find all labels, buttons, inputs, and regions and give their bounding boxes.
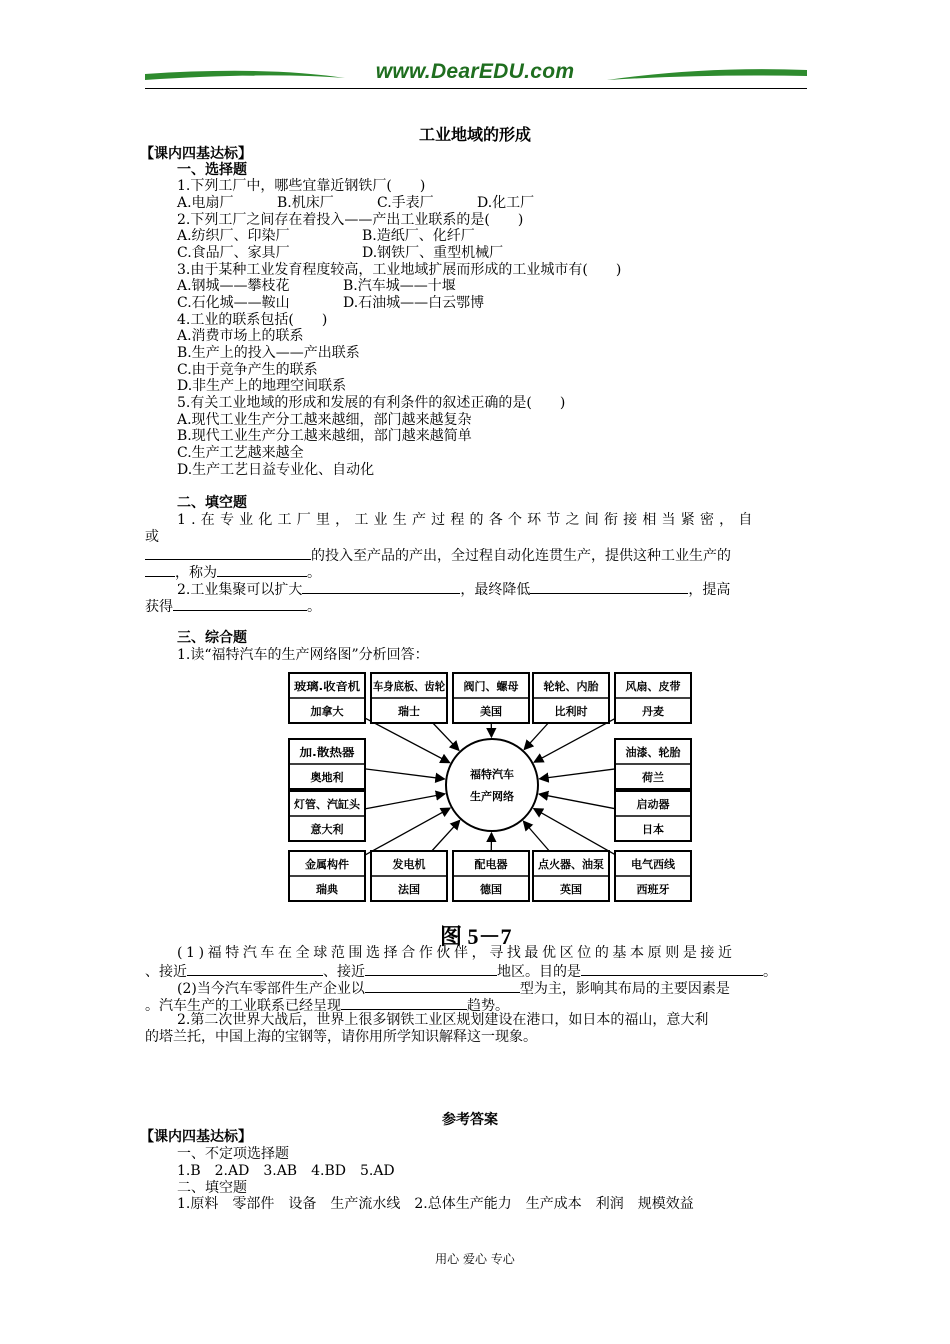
q1-stem: 1.下列工厂中，哪些宜靠近钢铁厂( ) xyxy=(177,178,426,194)
node-country-label: 英国 xyxy=(560,883,582,896)
fill-q2-line2 xyxy=(145,597,321,616)
network-node xyxy=(289,739,365,789)
fill-q1-line2: 或 xyxy=(145,529,159,545)
network-node xyxy=(289,851,365,901)
answers-part2-line: 1.原料 零部件 设备 生产流水线 2.总体生产能力 生产成本 利润 规模效益 xyxy=(177,1196,694,1212)
node-country-label: 丹麦 xyxy=(642,705,664,718)
section-tag: 【课内四基达标】 xyxy=(140,146,252,162)
fill-q1-blank-3[interactable] xyxy=(217,563,307,577)
network-node xyxy=(289,791,365,841)
q1-option-b: B.机床厂 xyxy=(277,195,334,211)
network-node xyxy=(615,673,691,723)
node-part-label: 金属构件 xyxy=(305,858,349,871)
figure-caption: 图 5－7 xyxy=(440,924,512,949)
page-title: 工业地域的形成 xyxy=(418,125,531,144)
q4-option-a: A.消费市场上的联系 xyxy=(177,328,304,344)
node-country-label: 荷兰 xyxy=(642,771,664,784)
node-part-label: 车身底板、齿轮 xyxy=(373,680,450,693)
comp-sub1-line1: (1)福特汽车在全球范围选择合作伙伴，寻找最优区位的基本原则是接近 xyxy=(177,945,736,961)
node-part-label: 轮轮、内胎 xyxy=(543,680,599,693)
q3-option-a: A.钢城——攀枝花 xyxy=(177,278,290,294)
comp-sub1-text-5: 。 xyxy=(763,964,777,980)
network-arrow xyxy=(365,794,445,809)
fill-q2-text-2: ，最终降低 xyxy=(460,582,531,598)
fill-q1-line1: 1.在专业化工厂里，工业生产过程的各个环节之间衔接相当紧密，自 xyxy=(177,512,758,528)
node-country-label: 德国 xyxy=(480,883,502,896)
node-part-label: 电气西线 xyxy=(631,858,675,871)
network-node xyxy=(453,851,529,901)
q2-option-d: D.钢铁厂、重型机械厂 xyxy=(362,245,504,261)
comp-sub1-blank-2[interactable] xyxy=(365,962,497,976)
network-arrow xyxy=(365,718,450,763)
node-country-label: 比利时 xyxy=(554,705,588,718)
comp-sub1-blank-1[interactable] xyxy=(187,962,323,976)
network-node xyxy=(615,739,691,789)
node-country-label: 美国 xyxy=(480,705,502,718)
fill-q1-text-4: ，称为 xyxy=(175,565,217,581)
comp-sub2-blank-2[interactable] xyxy=(341,996,467,1010)
q1-option-a: A.电扇厂 xyxy=(177,195,234,211)
q4-option-d: D.非生产上的地理空间联系 xyxy=(177,378,347,394)
q4-option-c: C.由于竞争产生的联系 xyxy=(177,362,318,378)
network-arrow xyxy=(432,820,460,851)
fill-q1-text-3: 的投入至产品的产出，全过程自动化连贯生产，提供这种工业生产的 xyxy=(311,548,731,564)
node-country-label: 加拿大 xyxy=(310,705,344,718)
node-part-label: 风扇、皮带 xyxy=(625,680,681,693)
node-part-label: 灯管、汽缸头 xyxy=(294,798,360,811)
comp-sub2-text-2: 型为主，影响其布局的主要因素是 xyxy=(519,981,730,997)
answers-part1-heading: 一、不定项选择题 xyxy=(177,1146,289,1162)
network-arrow xyxy=(524,723,548,749)
network-node xyxy=(615,851,691,901)
comp-sub1-text-2: 、接近 xyxy=(145,964,187,980)
fill-q2-blank-1[interactable] xyxy=(302,580,460,594)
network-node xyxy=(453,673,529,723)
network-arrow xyxy=(365,769,444,779)
q5-stem: 5.有关工业地域的形成和发展的有利条件的叙述正确的是( ) xyxy=(177,395,566,411)
node-part-label: 玻璃.收音机 xyxy=(294,680,354,693)
q2-option-b: B.造纸厂、化纤厂 xyxy=(362,228,475,244)
q2-stem: 2.下列工厂之间存在着投入——产出工业联系的是( ) xyxy=(177,212,524,228)
node-part-label: 点火器、油泵 xyxy=(538,858,604,871)
q2-options-row1 xyxy=(177,228,475,245)
node-part-label: 阀门、螺母 xyxy=(463,680,519,693)
network-node xyxy=(371,673,450,723)
fill-q2-text-1: 2.工业集聚可以扩大 xyxy=(177,582,303,598)
center-hub xyxy=(446,739,538,831)
node-country-label: 奥地利 xyxy=(310,771,344,784)
fill-q2-text-4: 获得 xyxy=(145,599,173,615)
q3-option-c: C.石化城——鞍山 xyxy=(177,295,290,311)
network-arrow xyxy=(433,723,459,750)
network-arrow xyxy=(365,808,450,855)
q3-options-row1 xyxy=(177,278,456,295)
q2-option-a: A.纺织厂、印染厂 xyxy=(177,228,290,244)
q3-options-row2 xyxy=(177,295,484,312)
right-swoosh xyxy=(607,69,807,80)
comp-sub1-blank-3[interactable] xyxy=(581,962,763,976)
node-country-label: 意大利 xyxy=(310,823,344,836)
answers-part1-line: 1.B 2.AD 3.AB 4.BD 5.AD xyxy=(177,1163,395,1179)
node-part-label: 启动器 xyxy=(636,798,670,811)
node-part-label: 加.散热器 xyxy=(299,746,348,759)
choice-heading: 一、选择题 xyxy=(177,162,247,178)
fill-q1-blank-2[interactable] xyxy=(145,563,175,577)
network-node xyxy=(533,673,609,723)
page-footer: 用心 爱心 专心 xyxy=(435,1252,515,1266)
fill-q2-text-5: 。 xyxy=(307,599,321,615)
network-arrow xyxy=(540,769,615,779)
fill-q2-blank-3[interactable] xyxy=(173,597,307,611)
answers-section-tag: 【课内四基达标】 xyxy=(140,1129,252,1145)
left-swoosh xyxy=(145,71,345,80)
ford-production-network-diagram xyxy=(288,672,692,902)
q5-option-b: B.现代工业生产分工越来越细，部门越来越简单 xyxy=(177,428,472,444)
q3-option-d: D.石油城——白云鄂博 xyxy=(343,295,485,311)
comp-q2-line2: 的塔兰托，中国上海的宝钢等，请你用所学知识解释这一现象。 xyxy=(145,1029,537,1045)
center-label-1: 福特汽车 xyxy=(470,768,514,781)
node-country-label: 瑞典 xyxy=(316,883,338,896)
site-logo[interactable]: www.DearEDU.com xyxy=(375,60,575,83)
network-node xyxy=(533,851,609,901)
q2-options-row2 xyxy=(177,245,503,262)
node-part-label: 发电机 xyxy=(392,858,426,871)
network-node xyxy=(371,851,447,901)
fill-q1-text-5: 。 xyxy=(307,565,321,581)
node-country-label: 日本 xyxy=(642,823,664,836)
q1-options xyxy=(177,195,534,212)
q3-stem: 3.由于某种工业发育程度较高，工业地域扩展而形成的工业城市有( ) xyxy=(177,262,622,278)
comp-sub2-text-3: 。汽车生产的工业联系已经呈现 xyxy=(145,998,341,1014)
node-part-label: 油漆、轮胎 xyxy=(625,746,681,759)
comp-sub2-text-4: 趋势。 xyxy=(467,998,509,1014)
comp-q2-line1: 2.第二次世界大战后，世界上很多钢铁工业区规划建设在港口，如日本的福山，意大利 xyxy=(177,1012,709,1028)
node-country-label: 西班牙 xyxy=(636,883,670,896)
q4-stem: 4.工业的联系包括( ) xyxy=(177,312,328,328)
fill-q2-text-3: ，提高 xyxy=(688,582,731,598)
fill-heading: 二、填空题 xyxy=(177,495,247,511)
fill-q2-blank-2[interactable] xyxy=(530,580,688,594)
q5-option-d: D.生产工艺日益专业化、自动化 xyxy=(177,462,375,478)
q5-option-a: A.现代工业生产分工越来越细，部门越来越复杂 xyxy=(177,412,472,428)
q5-option-c: C.生产工艺越来越全 xyxy=(177,445,304,461)
q1-option-d: D.化工厂 xyxy=(477,195,535,211)
comp-q1-intro: 1.读“福特汽车的生产网络图”分析回答： xyxy=(177,647,429,663)
q2-option-c: C.食品厂、家具厂 xyxy=(177,245,290,261)
q1-option-c: C.手表厂 xyxy=(377,195,434,211)
answers-heading: 参考答案 xyxy=(442,1112,498,1128)
comp-sub2-text-1: (2)当今汽车零部件生产企业以 xyxy=(177,981,365,997)
fill-q1-blank-1[interactable] xyxy=(145,546,311,560)
node-part-label: 配电器 xyxy=(474,858,508,871)
network-node xyxy=(289,673,365,723)
comp-sub2-blank-1[interactable] xyxy=(365,979,520,993)
center-label-2: 生产网络 xyxy=(470,790,514,803)
comprehensive-heading: 三、综合题 xyxy=(177,630,247,646)
node-country-label: 瑞士 xyxy=(398,705,420,718)
q4-option-b: B.生产上的投入——产出联系 xyxy=(177,345,360,361)
node-country-label: 法国 xyxy=(398,883,420,896)
header-rule xyxy=(145,88,807,89)
network-node xyxy=(615,791,691,841)
comp-sub1-text-3: 、接近 xyxy=(323,964,365,980)
answers-part2-heading: 二、填空题 xyxy=(177,1180,247,1196)
q3-option-b: B.汽车城——十堰 xyxy=(343,278,456,294)
network-arrow xyxy=(523,821,549,851)
network-arrow xyxy=(539,794,615,809)
comp-sub1-text-4: 地区。目的是 xyxy=(497,964,581,980)
